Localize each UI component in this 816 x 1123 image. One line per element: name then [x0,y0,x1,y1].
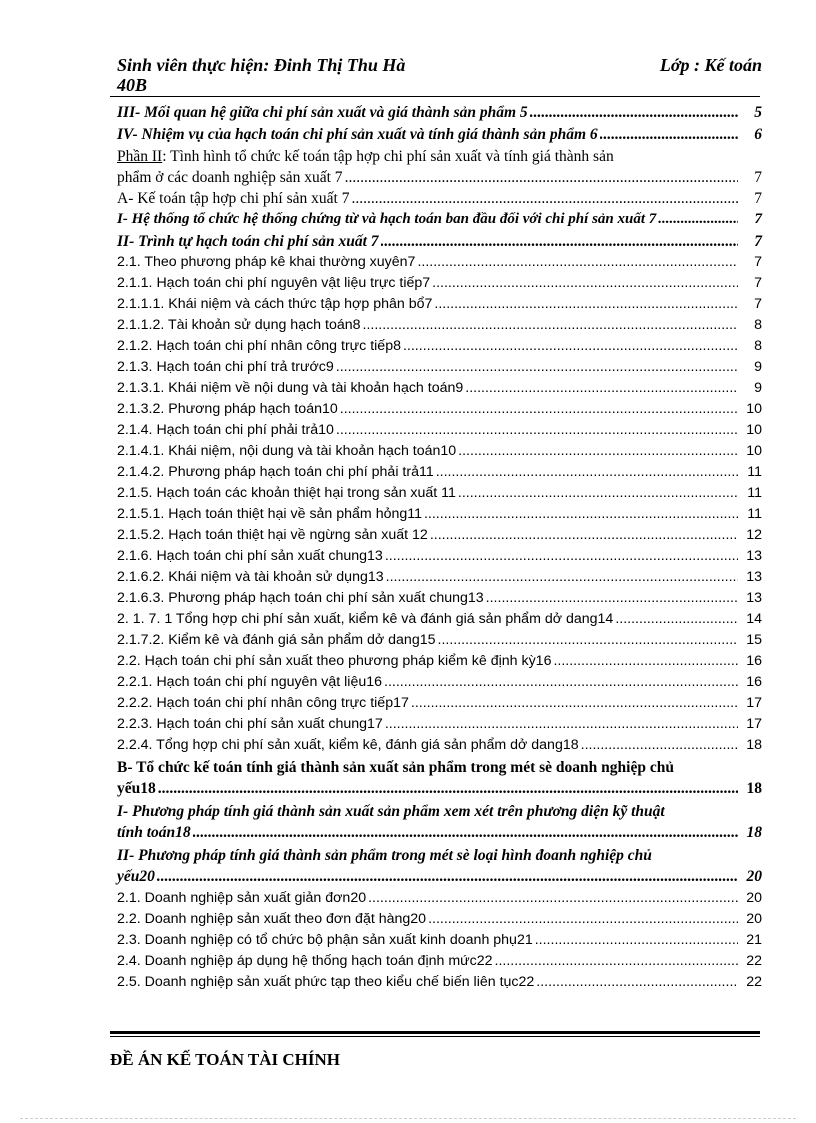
toc-leader [530,103,738,122]
toc-entry[interactable] [117,125,762,144]
toc-entry[interactable] [117,379,762,398]
toc-entry-text: 2.2. Doanh nghiệp sản xuất theo đơn đặt hàng20 [117,911,427,927]
toc-entry-text: 2.1.5.2. Hạch toán thiệt hại về ngừng sản xuất 12 [117,527,428,543]
toc-entry[interactable] [117,168,762,187]
toc-leader [386,568,738,587]
toc-entry-text: 2.1.4.1. Khái niệm, nội dung và tài khoản hạch toán10 [117,443,457,459]
toc-leader [658,210,738,229]
toc-entry[interactable] [117,316,762,335]
toc-leader [158,779,738,798]
toc-entry-text: 2.2.4. Tổng hợp chi phí sản xuất, kiểm kê, đánh giá sản phẩm dở dang18 [117,737,579,753]
toc-leader [458,484,738,503]
toc-entry-ii-line1[interactable]: II- Phương pháp tính giá thành sản phẩm trong mét sè loại hình đoanh nghiệp chủ [117,847,652,864]
toc-page-number: 22 [746,974,762,990]
toc-leader [340,400,738,419]
toc-entry[interactable] [117,610,762,629]
toc-page-number: 16 [746,674,762,690]
toc-entry[interactable] [117,910,762,929]
toc-page-number: 10 [746,422,762,438]
toc-page-number: 7 [754,211,762,227]
toc-entry-text: 2. 1. 7. 1 Tổng hợp chi phí sản xuất, kiểm kê và đánh giá sản phẩm dở dang14 [117,611,614,627]
toc-entry-text: 2.1. Doanh nghiệp sản xuất giản đơn20 [117,890,367,906]
toc-leader [336,421,738,440]
toc-entry[interactable] [117,232,762,251]
page-header [117,54,762,76]
toc-page-number: 7 [754,190,762,207]
toc-leader [385,715,738,734]
toc-entry[interactable] [117,589,762,608]
toc-entry[interactable] [117,103,762,122]
toc-entry-b-line1[interactable]: B- Tổ chức kế toán tính giá thành sản xuất sản phẩm trong mét sè doanh nghiệp chủ [117,759,674,776]
toc-entry-text: A- Kế toán tập hợp chi phí sản xuất 7 [117,190,350,207]
toc-page-number: 20 [746,890,762,906]
toc-page-number: 11 [747,464,762,480]
toc-entry[interactable] [117,274,762,293]
header-class-cont: 40B [117,75,148,95]
toc-entry-text: 2.1.6.2. Khái niệm và tài khoản sử dụng13 [117,569,384,585]
toc-entry-text: IV- Nhiệm vụ của hạch toán chi phí sản xuất và tính giá thành sản phẩm 6 [117,126,598,143]
toc-entry-text: 2.1. Theo phương pháp kê khai thường xuyên7 [117,254,416,270]
toc-entry-part2-line1[interactable] [117,147,762,166]
toc-entry[interactable] [117,715,762,734]
toc-entry[interactable] [117,952,762,971]
toc-page-number: 15 [746,632,762,648]
toc-entry[interactable] [117,889,762,908]
toc-page-number: 20 [746,911,762,927]
toc-entry-text: yếu18 [117,780,156,797]
toc-entry-i-line1[interactable]: I- Phương pháp tính giá thành sản xuất sản phẩm xem xét trên phương diện kỹ thuật [117,803,665,820]
toc-page-number: 11 [747,485,762,501]
toc-entry-text: 2.2.1. Hạch toán chi phí nguyên vật liệu16 [117,674,383,690]
toc-entry[interactable] [117,568,762,587]
toc-leader [157,867,738,886]
toc-leader [363,316,738,335]
toc-entry[interactable] [117,484,762,503]
toc-entry[interactable] [117,694,762,713]
toc-leader [434,295,738,314]
toc-entry[interactable] [117,973,762,992]
toc-page-number: 14 [746,611,762,627]
toc-entry[interactable] [117,189,762,208]
toc-leader [351,189,738,208]
toc-entry[interactable] [117,526,762,545]
toc-leader [381,232,738,251]
toc-page-number: 5 [754,104,762,121]
toc-entry-text: 2.1.6. Hạch toán chi phí sản xuất chung13 [117,548,383,564]
toc-page-number: 18 [746,824,762,841]
toc-page-number: 6 [754,126,762,143]
toc-leader [193,823,738,842]
toc-entry-text: 2.1.5. Hạch toán các khoản thiệt hại trong sản xuất 11 [117,485,456,501]
toc-entry[interactable] [117,463,762,482]
toc-entry-text: tính toán18 [117,824,191,841]
toc-entry[interactable] [117,631,762,650]
toc-leader [615,610,738,629]
toc-entry[interactable] [117,337,762,356]
toc-entry[interactable] [117,295,762,314]
toc-page-number: 17 [746,716,762,732]
toc-leader [495,952,738,971]
toc-leader [432,274,738,293]
toc-entry[interactable] [117,823,762,842]
toc-entry-text: 2.1.7.2. Kiểm kê và đánh giá sản phẩm dở dang15 [117,632,436,648]
toc-entry[interactable] [117,505,762,524]
toc-page-number: 8 [754,338,762,354]
toc-leader [428,910,738,929]
toc-leader [336,358,738,377]
toc-page-number: 16 [746,653,762,669]
toc-entry-text: 2.5. Doanh nghiệp sản xuất phức tạp theo kiểu chế biến liên tục22 [117,974,535,990]
toc-entry-text: 2.1.1. Hạch toán chi phí nguyên vật liệu trực tiếp7 [117,275,431,291]
toc-leader [436,463,738,482]
toc-page-number: 7 [754,254,762,270]
toc-leader [581,736,738,755]
toc-entry[interactable] [117,442,762,461]
header-class: Lớp : Kế toán [659,55,762,75]
toc-entry-text: 2.1.1.2. Tài khoản sử dụng hạch toán8 [117,317,361,333]
toc-page-number: 10 [746,443,762,459]
toc-entry[interactable] [117,210,762,229]
toc-leader [368,889,738,908]
toc-leader [345,168,738,187]
toc-entry-text: I- Hệ thống tổ chức hệ thống chứng từ và hạch toán ban đầu đối với chi phí sản xuất 7 [117,211,657,227]
toc-leader [430,526,738,545]
toc-entry[interactable] [117,779,762,798]
toc-page-number: 13 [746,569,762,585]
toc-entry[interactable] [117,421,762,440]
toc-entry-text: 2.1.3.1. Khái niệm về nội dung và tài khoản hạch toán9 [117,380,464,396]
toc-entry[interactable] [117,931,762,950]
toc-page-number: 9 [754,359,762,375]
toc-entry-text: 2.1.3. Hạch toán chi phí trả trước9 [117,359,334,375]
toc-leader [600,125,738,144]
toc-entry[interactable] [117,547,762,566]
toc-entry[interactable] [117,358,762,377]
toc-leader [535,931,738,950]
toc-leader [553,652,738,671]
toc-page-number: 8 [754,317,762,333]
toc-leader [465,379,738,398]
toc-page-number: 20 [746,868,762,885]
toc-page-number: 7 [754,296,762,312]
toc-entry-text: II- Trình tự hạch toán chi phí sản xuất 7 [117,233,379,250]
toc-entry-text: III- Mối quan hệ giữa chi phí sản xuất và giá thành sản phẩm 5 [117,104,528,121]
toc-entry[interactable] [117,736,762,755]
toc-entry-text: 2.2.3. Hạch toán chi phí sản xuất chung17 [117,716,383,732]
toc-page-number: 13 [746,548,762,564]
toc-page-number: 12 [746,527,762,543]
header-rule [110,96,760,97]
page-bottom-divider [20,1118,796,1119]
toc-entry[interactable] [117,253,762,272]
toc-entry-text: phẩm ở các doanh nghiệp sản xuất 7 [117,169,343,186]
toc-entry[interactable] [117,652,762,671]
toc-page-number: 22 [746,953,762,969]
toc-leader [417,253,738,272]
toc-entry[interactable] [117,867,762,886]
toc-entry-text: yếu20 [117,868,155,885]
toc-page-number: 21 [746,932,762,948]
footer-rule-thick [110,1031,760,1034]
toc-leader [411,694,738,713]
toc-entry-text: 2.1.5.1. Hạch toán thiệt hại về sản phẩm hỏng11 [117,506,422,522]
toc-leader [424,505,738,524]
toc-page-number: 7 [754,275,762,291]
toc-page-number: 9 [754,380,762,396]
toc-entry[interactable] [117,673,762,692]
header-author: Sinh viên thực hiện: Đinh Thị Thu Hà [117,55,406,75]
toc-page-number: 18 [746,780,762,797]
toc-leader [385,547,738,566]
toc-entry-text: : Tình hình tổ chức kế toán tập hợp chi phí sản xuất và tính giá thành sản [162,148,614,165]
toc-entry-text: 2.1.4.2. Phương pháp hạch toán chi phí phải trả11 [117,464,434,480]
toc-page-number: 17 [746,695,762,711]
toc-entry-text: 2.1.6.3. Phương pháp hạch toán chi phí sản xuất chung13 [117,590,484,606]
toc-leader [458,442,738,461]
toc-entry-text: 2.1.1.1. Khái niệm và cách thức tập hợp phân bổ7 [117,296,433,312]
toc-leader [486,589,738,608]
toc-entry-text: 2.1.4. Hạch toán chi phí phải trả10 [117,422,334,438]
toc-leader [536,973,738,992]
toc-entry-text: 2.3. Doanh nghiệp có tổ chức bộ phận sản xuất kinh doanh phụ21 [117,932,533,948]
toc-page-number: 7 [754,233,762,250]
toc-page-number: 18 [746,737,762,753]
toc-entry-text: 2.1.3.2. Phương pháp hạch toán10 [117,401,338,417]
toc-entry-text: 2.2. Hạch toán chi phí sản xuất theo phương pháp kiểm kê định kỳ16 [117,653,552,669]
toc-leader [438,631,739,650]
toc-entry[interactable] [117,400,762,419]
toc-page-number: 10 [746,401,762,417]
toc-page-number: 13 [746,590,762,606]
toc-part-prefix: Phần II [117,148,163,165]
footer-rule-thin [110,1036,760,1037]
toc-entry-text: 2.2.2. Hạch toán chi phí nhân công trực tiếp17 [117,695,409,711]
footer-title: ĐỀ ÁN KẾ TOÁN TÀI CHÍNH [110,1050,341,1069]
toc-page-number: 7 [754,169,762,186]
toc-page-number: 11 [747,506,762,522]
toc-leader [403,337,738,356]
toc-entry-text: 2.1.2. Hạch toán chi phí nhân công trực tiếp8 [117,338,401,354]
toc-leader [384,673,738,692]
toc-entry-text: 2.4. Doanh nghiệp áp dụng hệ thống hạch toán định mức22 [117,953,493,969]
